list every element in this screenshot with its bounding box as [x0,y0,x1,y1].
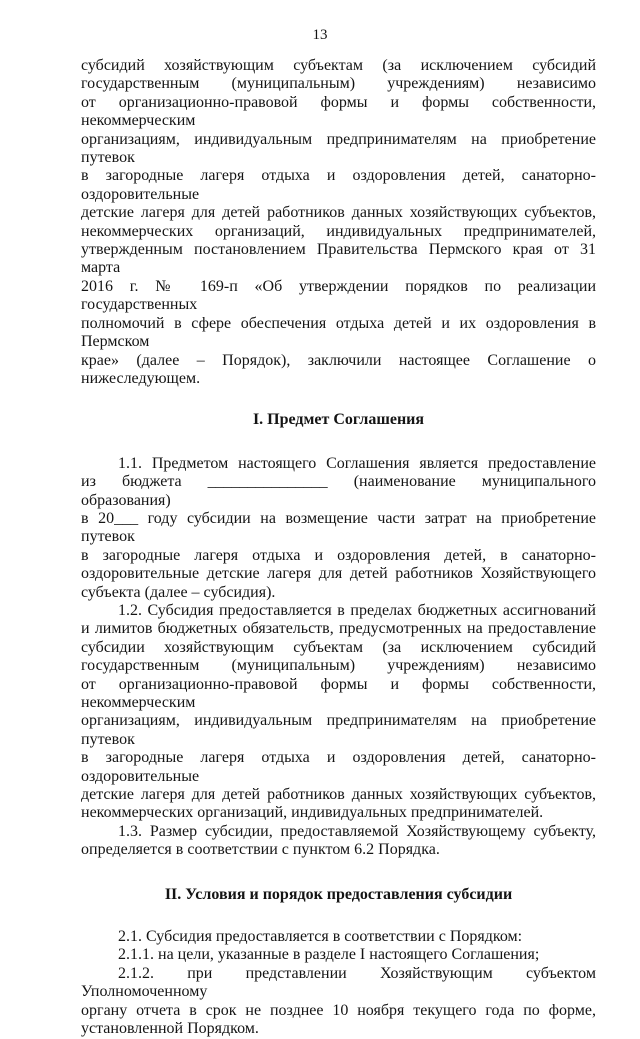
text-line: детские лагеря для детей работников данных хозяйствующих субъектов, [81,786,596,804]
text-line: в загородные лагеря отдыха и оздоровления детей, в санаторно- [81,546,596,564]
page-number: 13 [312,27,328,43]
clause-2-1-1 [81,946,596,964]
text-line: в загородные лагеря отдыха и оздоровления детей, санаторно-оздоровительные [81,749,596,785]
text-line: организациям, индивидуальным предпринимателям на приобретение путевок [81,712,596,748]
text-line: государственным (муниципальным) учреждениям) независимо [81,657,596,675]
section-heading-1: I. Предмет Соглашения [252,411,425,429]
text-line: детские лагеря для детей работников данных хозяйствующих субъектов, [81,204,596,222]
text-line: субсидий хозяйствующим субъектам (за исключением субсидий [81,57,596,74]
text-line: оздоровительные детские лагеря для детей работников Хозяйствующего [81,565,596,583]
text-line: в загородные лагеря отдыха и оздоровления детей, санаторно-оздоровительные [81,167,596,203]
text-line: субсидии хозяйствующим субъектам (за исключением субсидий [81,638,596,656]
text-line: 2.1.1. на цели, указанные в разделе I настоящего Соглашения; [118,946,540,964]
text-line: 1.1. Предметом настоящего Соглашения является предоставление [118,454,596,472]
text-line: 1.3. Размер субсидии, предоставляемой Хозяйствующему субъекту, [118,822,596,840]
clause-1-1 [81,455,596,602]
text-line: от организационно-правовой формы и формы собственности, некоммерческим [81,675,596,711]
clause-2-1 [81,928,596,946]
text-line: крае» (далее – Порядок), заключили настоящее Соглашение о нижеследующем. [81,351,596,387]
clause-1-2 [81,602,596,823]
text-line: и лимитов бюджетных обязательств, предусмотренных на предоставление [81,620,596,638]
text-line: 2.1.2. при представлении Хозяйствующим субъектом Уполномоченному [81,964,596,1001]
text-line: определяется в соответствии с пунктом 6.2 Порядка. [81,841,440,859]
text-line: 2016 г. № 169-п «Об утверждении порядков по реализации государственных [81,277,596,314]
text-line: организациям, индивидуальным предпринимателям на приобретение путевок [81,130,596,167]
text-line: государственным (муниципальным) учреждениям) независимо [81,75,596,93]
text-line: установленной Порядком. [81,1020,259,1038]
text-line: из бюджета _______________ (наименование муниципального образования) [81,473,596,509]
text-line: 1.2. Субсидия предоставляется в пределах бюджетных ассигнований [118,601,596,619]
section-heading-2: II. Условия и порядок предоставления субсидии [164,885,513,903]
text-line: полномочий в сфере обеспечения отдыха детей и их оздоровления в Пермском [81,314,596,351]
clause-1-3 [81,823,596,860]
text-line: некоммерческих организаций, индивидуальных предпринимателей. [81,804,544,822]
preamble-paragraph [81,57,596,388]
text-line: 2.1. Субсидия предоставляется в соответствии с Порядком: [118,928,523,946]
text-line: субъекта (далее – субсидия). [81,583,276,601]
text-line: органу отчета в срок не позднее 10 ноября текущего года по форме, [81,1001,596,1019]
clause-2-1-2 [81,965,596,1039]
text-line: от организационно-правовой формы и формы собственности, некоммерческим [81,93,596,130]
document-body [81,57,596,1039]
text-line: в 20___ году субсидии на возмещение части затрат на приобретение путевок [81,509,596,546]
text-line: некоммерческих организаций, индивидуальных предпринимателей, [81,222,596,240]
text-line: утвержденным постановлением Правительства Пермского края от 31 марта [81,241,596,277]
